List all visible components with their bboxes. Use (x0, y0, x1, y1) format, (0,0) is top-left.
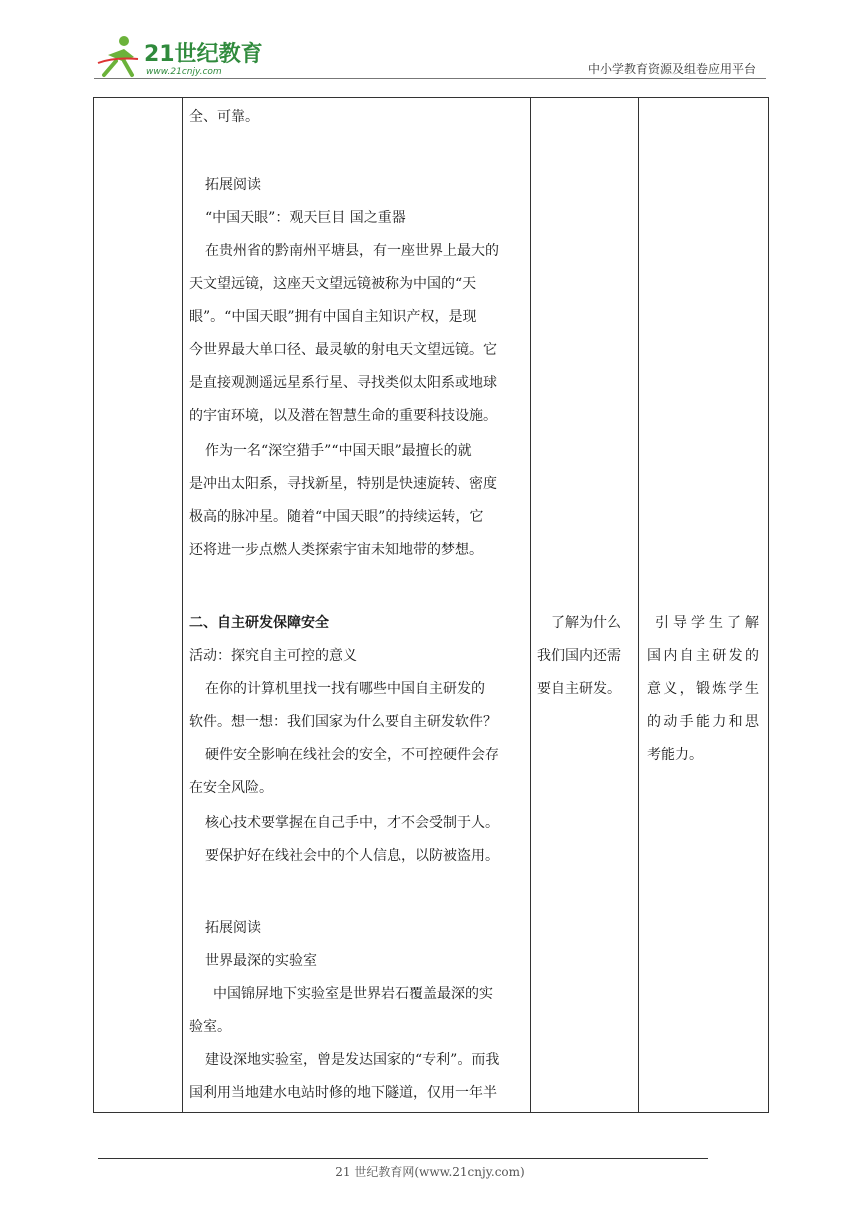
teaching-content-cell (183, 98, 531, 1113)
site-logo (94, 33, 264, 79)
content-line: 建设深地实验室，曾是发达国家的“专利”。而我 (205, 1052, 500, 1068)
content-line: 全、可靠。 (189, 109, 259, 125)
content-line: 今世界最大单口径、最灵敏的射电天文望远镜。它 (189, 342, 497, 358)
content-line: 世界最深的实验室 (205, 953, 317, 969)
content-line: 在你的计算机里找一找有哪些中国自主研发的 (205, 681, 485, 697)
svg-text:21世纪教育: 21世纪教育 (144, 42, 263, 67)
design-intent-line: 国内自主研发的 (647, 648, 759, 664)
design-intent-line: 意义，锻炼学生 (647, 681, 759, 697)
content-line: 拓展阅读 (205, 920, 261, 936)
content-line: 硬件安全影响在线社会的安全，不可控硬件会存 (205, 747, 499, 763)
content-line: 在安全风险。 (189, 780, 273, 796)
content-line: 是直接观测遥远星系行星、寻找类似太阳系或地球 (189, 375, 497, 391)
content-line: 要保护好在线社会中的个人信息，以防被盗用。 (205, 848, 499, 864)
student-activity-line: 要自主研发。 (537, 681, 621, 697)
design-intent-line: 考能力。 (647, 747, 703, 763)
content-line: 在贵州省的黔南州平塘县，有一座世界上最大的 (205, 243, 499, 259)
content-line: 国利用当地建水电站时修的地下隧道，仅用一年半 (189, 1085, 497, 1101)
content-line: 拓展阅读 (205, 177, 261, 193)
content-line: 还将进一步点燃人类探索宇宙未知地带的梦想。 (189, 542, 483, 558)
content-line: 软件。想一想：我们国家为什么要自主研发软件？ (189, 714, 497, 730)
header-tagline: 中小学教育资源及组卷应用平台 (587, 62, 756, 76)
content-line: 核心技术要掌握在自己手中，才不会受制于人。 (205, 815, 499, 831)
content-line: 验室。 (189, 1019, 231, 1035)
content-line: 眼”。“中国天眼”拥有中国自主知识产权，是现 (189, 309, 477, 325)
design-intent-cell (639, 98, 769, 1113)
footer-text: 21 世纪教育网(www.21cnjy.com) (335, 1165, 525, 1179)
stage-cell (94, 98, 183, 1113)
content-line: “中国天眼”：观天巨目 国之重器 (205, 210, 406, 226)
content-line: 中国锦屏地下实验室是世界岩石覆盖最深的实 (213, 986, 493, 1002)
content-line: 是冲出太阳系，寻找新星，特别是快速旋转、密度 (189, 476, 497, 492)
design-intent-line: 的动手能力和思 (647, 714, 759, 730)
content-line: 的宇宙环境，以及潜在智慧生命的重要科技设施。 (189, 408, 497, 424)
content-line: 活动：探究自主可控的意义 (189, 648, 357, 664)
student-activity-cell (531, 98, 639, 1113)
content-line: 极高的脉冲星。随着“中国天眼”的持续运转，它 (189, 509, 484, 525)
lesson-plan-table (93, 97, 769, 1113)
header-divider (94, 78, 766, 79)
student-activity-line: 了解为什么 (551, 615, 621, 631)
svg-text:www.21cnjy.com: www.21cnjy.com (146, 67, 222, 77)
section-heading: 二、自主研发保障安全 (189, 615, 329, 631)
student-activity-line: 我们国内还需 (537, 648, 621, 664)
footer-divider (98, 1158, 708, 1159)
content-line: 作为一名“深空猎手”“中国天眼”最擅长的就 (205, 443, 472, 459)
content-line: 天文望远镜，这座天文望远镜被称为中国的“天 (189, 276, 477, 292)
design-intent-line: 引导学生了解 (655, 615, 759, 631)
